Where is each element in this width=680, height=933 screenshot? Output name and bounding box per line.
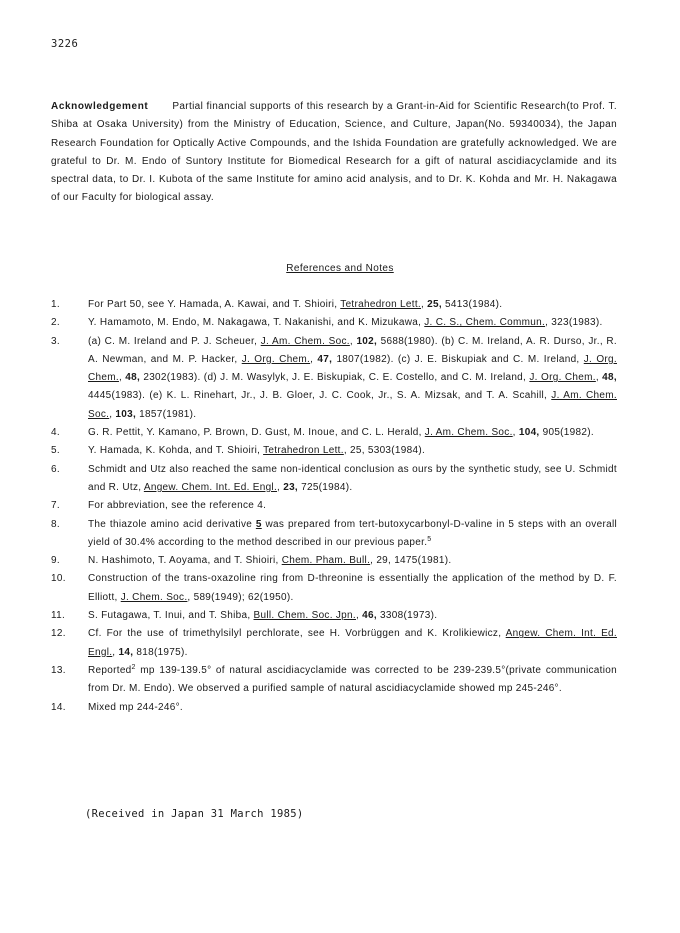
reference-segment: S. Futagawa, T. Inui, and T. Shiba, [88, 610, 254, 622]
reference-segment: , [420, 299, 428, 310]
reference-segment: , [595, 372, 603, 384]
reference-segment: For Part 50, see Y. Hamada, A. Kawai, and T. Shioiri, [88, 299, 341, 310]
acknowledgement-heading: Acknowledgement [51, 101, 149, 112]
reference-segment: Reported [88, 664, 132, 676]
reference-number: 12. [51, 628, 66, 640]
reference-segment: , [112, 646, 119, 658]
reference-text [88, 555, 451, 566]
journal-citation: J. Chem. Soc. [120, 591, 188, 603]
journal-citation: J. C. S., Chem. Commun. [424, 317, 546, 329]
reference-number: 6. [51, 463, 60, 475]
volume-number: 102, [356, 335, 378, 347]
journal-citation: J. Am. Chem. Soc. [424, 427, 513, 439]
reference-segment: 5688(1980). (b) C. M. Ireland, A. R. Durso, Jr., R. A. Newman, and M. P. Hacker, [88, 335, 617, 365]
journal-citation: Angew. Chem. Int. Ed. Engl. [88, 628, 617, 658]
reference-item [51, 442, 617, 460]
acknowledgement-paragraph [51, 98, 617, 208]
superscript-ref: 2 [131, 663, 136, 671]
reference-segment: 2302(1983). (d) J. M. Wasylyk, J. E. Biskupiak, C. E. Costello, and C. M. Ireland, [140, 372, 530, 384]
reference-segment: 5413(1984). [441, 299, 503, 310]
volume-number: 103, [115, 408, 137, 420]
volume-number: 47, [317, 353, 333, 365]
reference-text [88, 500, 266, 511]
acknowledgement-text: Partial financial supports of this research by a Grant-in-Aid for Scientific Research(to Prof. T. Shiba at Osaka University) from the Ministry of Education, Science, and Culture, Japan(No. 59340034), the Japan Research Foundation for Optically Active Compounds, and the Ishida Foundation are gratefully acknowledged. We are grateful to Dr. M. Endo of Suntory Institute for Biomedical Research for a gift of natural ascidiacyclamide and its spectral data, to Dr. I. Kubota of the same Institute for amino acid analysis, and to Dr. K. Kohda and Mr. H. Nakagawa of our Faculty for biological assay. [51, 101, 617, 204]
reference-segment: , [349, 335, 357, 347]
reference-text [88, 317, 603, 328]
reference-number: 9. [51, 555, 60, 567]
reference-segment: 3308(1973). [376, 610, 438, 622]
reference-item [51, 625, 617, 662]
reference-segment: N. Hashimoto, T. Aoyama, and T. Shioiri, [88, 555, 282, 567]
reference-segment: Mixed mp 244-246°. [88, 701, 183, 713]
reference-text [88, 336, 617, 420]
reference-segment: , 25, 5303(1984). [343, 445, 426, 457]
reference-number: 5. [51, 445, 60, 457]
reference-segment: , [512, 427, 519, 439]
reference-item [51, 424, 617, 442]
reference-item [51, 314, 617, 332]
volume-number: 104, [518, 427, 540, 439]
journal-citation: J. Org. Chem. [88, 353, 617, 384]
volume-number: 46, [362, 610, 377, 622]
reference-item [51, 552, 617, 570]
reference-segment: (a) C. M. Ireland and P. J. Scheuer, [88, 335, 261, 347]
reference-item [51, 461, 617, 498]
reference-number: 4. [51, 427, 60, 439]
reference-segment: The thiazole amino acid derivative [88, 518, 256, 530]
reference-number: 11. [51, 610, 66, 622]
reference-segment: Y. Hamada, K. Kohda, and T. Shioiri, [88, 445, 264, 457]
journal-citation: J. Am. Chem. Soc. [88, 390, 617, 420]
page-number: 3226 [51, 38, 79, 50]
received-date: (Received in Japan 31 March 1985) [85, 808, 304, 820]
reference-text [88, 573, 617, 602]
reference-text [88, 519, 617, 548]
reference-item [51, 607, 617, 625]
journal-citation: 5 [255, 518, 262, 530]
reference-text [88, 610, 437, 621]
reference-segment: , [310, 353, 318, 365]
reference-segment: G. R. Pettit, Y. Kamano, P. Brown, D. Gust, M. Inoue, and C. L. Herald, [88, 427, 425, 439]
reference-segment: Schmidt and Utz also reached the same non-identical conclusion as ours by the synthetic study, see U. Schmidt and R. Utz, [88, 463, 617, 493]
superscript-ref: 5 [427, 535, 432, 543]
reference-segment: Construction of the trans-oxazoline ring from D-threonine is essentially the application of the method by D. F. Elliott, [88, 573, 617, 603]
reference-segment: , 323(1983). [545, 317, 603, 329]
journal-citation: Angew. Chem. Int. Ed. Engl. [143, 481, 278, 493]
volume-number: 23, [283, 481, 299, 493]
reference-segment: Y. Hamamoto, M. Endo, M. Nakagawa, T. Nakanishi, and K. Mizukawa, [88, 317, 425, 329]
reference-item [51, 699, 617, 717]
volume-number: 48, [602, 372, 617, 384]
reference-segment: 1857(1981). [136, 408, 197, 420]
reference-segment: , [109, 408, 116, 420]
reference-number: 7. [51, 500, 60, 512]
journal-citation: Tetrahedron Lett. [263, 445, 344, 457]
reference-text [88, 665, 617, 694]
reference-text [88, 628, 617, 657]
reference-item [51, 662, 617, 699]
reference-segment: 1807(1982). (c) J. E. Biskupiak and C. M. Ireland, [332, 353, 584, 365]
reference-segment: 905(1982). [539, 427, 594, 439]
volume-number: 25, [427, 299, 442, 310]
reference-segment: , 29, 1475(1981). [370, 555, 452, 567]
reference-number: 13. [51, 664, 66, 676]
volume-number: 14, [118, 646, 134, 658]
references-list [51, 296, 617, 717]
journal-citation: Tetrahedron Lett. [340, 299, 421, 310]
reference-segment: 4445(1983). (e) K. L. Rinehart, Jr., J. B. Gloer, J. C. Cook, Jr., S. A. Mizsak, and T. A. Scahill, [88, 390, 552, 402]
reference-text [88, 299, 502, 310]
reference-item [51, 333, 617, 424]
references-heading: References and Notes [286, 263, 394, 274]
reference-segment: mp 139-139.5° of natural ascidiacyclamide was corrected to be 239-239.5°(private communication from Dr. M. Endo). We observed a purified sample of natural ascidiacyclamide showed mp 245-246°. [88, 664, 617, 695]
journal-citation: J. Org. Chem. [241, 353, 311, 365]
reference-item [51, 516, 617, 553]
reference-number: 3. [51, 335, 60, 347]
journal-citation: Bull. Chem. Soc. Jpn. [253, 610, 356, 622]
reference-text [88, 464, 617, 493]
volume-number: 48, [125, 372, 141, 384]
reference-item [51, 497, 617, 515]
journal-citation: Chem. Pham. Bull. [281, 555, 371, 567]
reference-text [88, 427, 594, 438]
reference-item [51, 570, 617, 607]
reference-segment: For abbreviation, see the reference 4. [88, 500, 267, 512]
reference-text [88, 445, 425, 456]
journal-citation: J. Am. Chem. Soc. [260, 335, 350, 347]
reference-segment: , 589(1949); 62(1950). [187, 591, 294, 603]
reference-segment: Cf. For the use of trimethylsilyl perchlorate, see H. Vorbrüggen and K. Krolikiewicz, [88, 628, 506, 640]
reference-segment: , [118, 372, 126, 384]
reference-segment: , [355, 610, 363, 622]
reference-segment: 725(1984). [298, 481, 353, 493]
reference-segment: was prepared from tert-butoxycarbonyl-D-valine in 5 steps with an overall yield of 30.4% according to the method described in our previous paper. [88, 518, 617, 548]
reference-number: 1. [51, 299, 60, 310]
reference-number: 8. [51, 518, 60, 530]
reference-number: 14. [51, 701, 66, 713]
reference-item [51, 296, 617, 314]
reference-segment: , [277, 481, 284, 493]
reference-number: 2. [51, 317, 60, 329]
reference-text [88, 702, 183, 713]
reference-number: 10. [51, 573, 66, 585]
journal-citation: J. Org. Chem. [529, 372, 596, 384]
reference-segment: 818(1975). [133, 646, 188, 658]
